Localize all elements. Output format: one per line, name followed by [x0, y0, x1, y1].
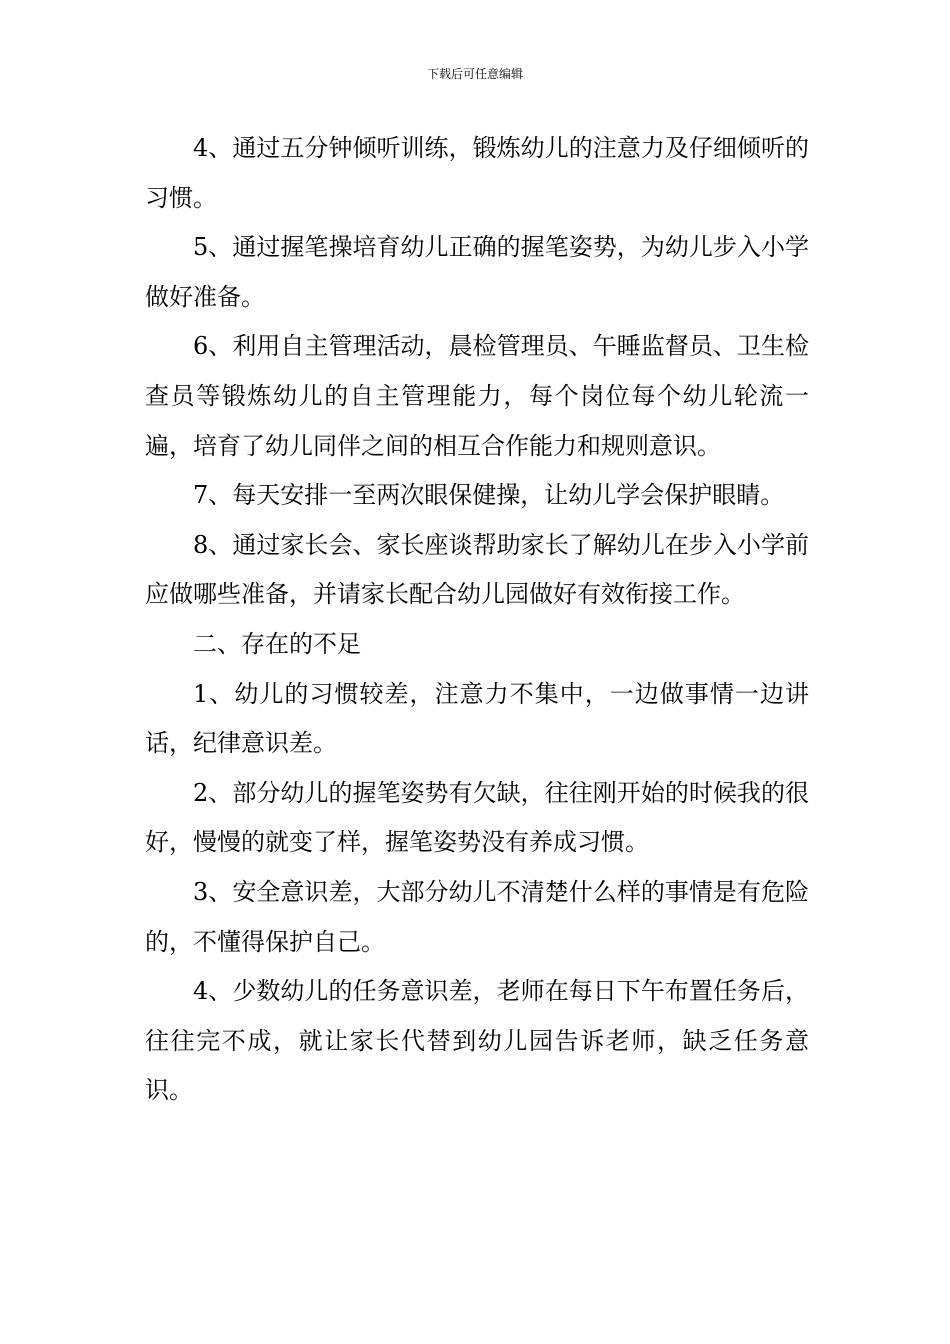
paragraph-item-4: 4、通过五分钟倾听训练，锻炼幼儿的注意力及仔细倾听的习惯。 [145, 134, 809, 212]
paragraph-item-6: 6、利用自主管理活动，晨检管理员、午睡监督员、卫生检查员等锻炼幼儿的自主管理能力，每个岗位每个幼儿轮流一遍，培育了幼儿同伴之间的相互合作能力和规则意识。 [145, 332, 809, 460]
section-heading-shortcomings: 二、存在的不足 [193, 629, 361, 658]
paragraph-item-8: 8、通过家长会、家长座谈帮助家长了解幼儿在步入小学前应做哪些准备，并请家长配合幼儿园做好有效衔接工作。 [145, 530, 809, 609]
paragraph-shortcoming-1: 1、幼儿的习惯较差，注意力不集中，一边做事情一边讲话，纪律意识差。 [145, 679, 809, 758]
paragraph-item-5: 5、通过握笔操培育幼儿正确的握笔姿势，为幼儿步入小学做好准备。 [145, 233, 809, 311]
paragraph-shortcoming-4: 4、少数幼儿的任务意识差，老师在每日下午布置任务后，往往完不成，就让家长代替到幼儿园告诉老师，缺乏任务意识。 [145, 977, 809, 1105]
paragraph-shortcoming-3: 3、安全意识差，大部分幼儿不清楚什么样的事情是有危险的，不懂得保护自己。 [145, 877, 809, 956]
paragraph-item-7: 7、每天安排一至两次眼保健操，让幼儿学会保护眼睛。 [193, 481, 785, 510]
document-body [145, 124, 809, 1116]
page-header: 下载后可任意编辑 [426, 67, 523, 81]
paragraph-shortcoming-2: 2、部分幼儿的握笔姿势有欠缺，往往刚开始的时候我的很好，慢慢的就变了样，握笔姿势没有养成习惯。 [145, 778, 809, 857]
